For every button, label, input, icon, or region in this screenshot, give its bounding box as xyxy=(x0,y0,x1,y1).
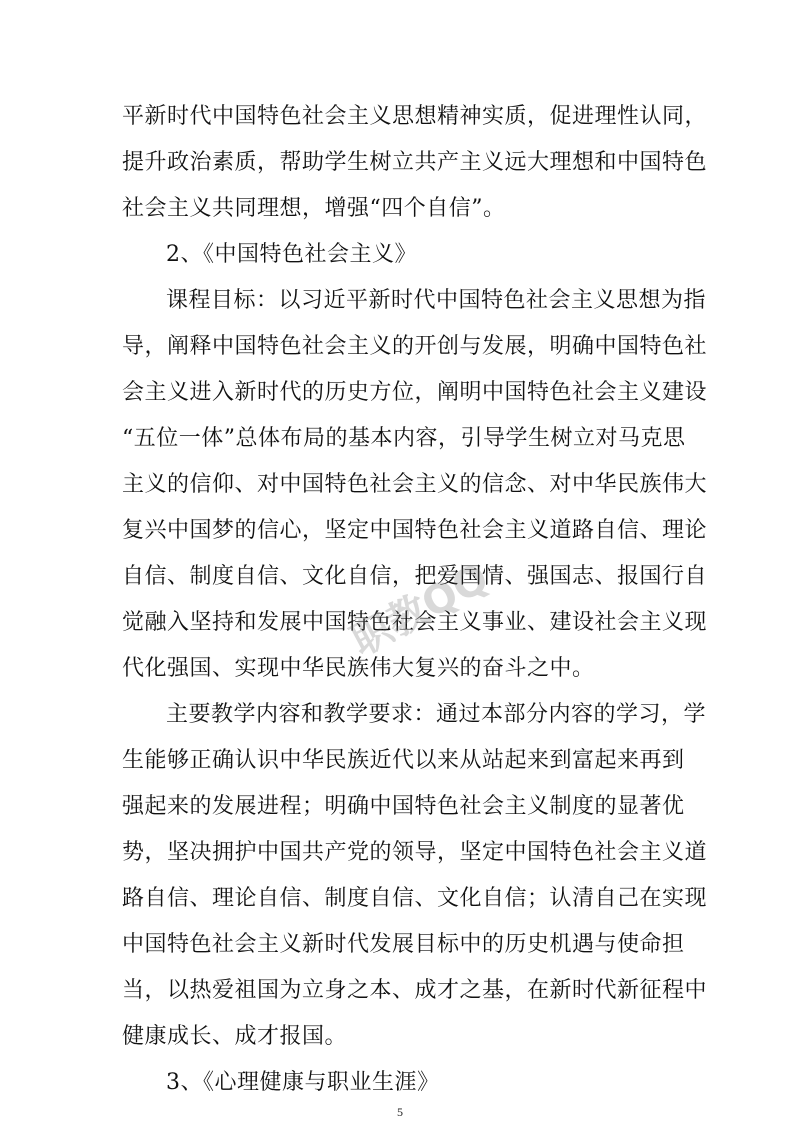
text-line: 强起来的发展进程；明确中国特色社会主义制度的显著优 xyxy=(122,794,685,819)
text-line: 路自信、理论自信、制度自信、文化自信；认清自己在实现 xyxy=(122,886,708,911)
text-line: “五位一体”总体布局的基本内容，引导学生树立对马克思 xyxy=(122,426,686,451)
text-line: 导，阐释中国特色社会主义的开创与发展，明确中国特色社 xyxy=(122,334,708,359)
text-line: 代化强国、实现中华民族伟大复兴的奋斗之中。 xyxy=(122,656,595,681)
text-line: 健康成长、成才报国。 xyxy=(122,1024,348,1049)
page-number: 5 xyxy=(397,1105,403,1119)
text-line: 当，以热爱祖国为立身之本、成才之基，在新时代新征程中 xyxy=(122,978,708,1003)
watermark: 职教QQ xyxy=(343,554,497,666)
text-line: 自信、制度自信、文化自信，把爱国情、强国志、报国行自 xyxy=(122,564,708,589)
text-line: 会主义进入新时代的历史方位，阐明中国特色社会主义建设 xyxy=(122,380,708,405)
text-line: 复兴中国梦的信心，坚定中国特色社会主义道路自信、理论 xyxy=(122,518,708,543)
text-line: 提升政治素质，帮助学生树立共产主义远大理想和中国特色 xyxy=(122,150,708,175)
text-line: 势，坚决拥护中国共产党的领导，坚定中国特色社会主义道 xyxy=(122,840,708,865)
text-line: 平新时代中国特色社会主义思想精神实质，促进理性认同， xyxy=(122,104,708,129)
text-line: 生能够正确认识中华民族近代以来从站起来到富起来再到 xyxy=(122,748,685,773)
text-line: 中国特色社会主义新时代发展目标中的历史机遇与使命担 xyxy=(122,932,685,957)
text-line: 主义的信仰、对中国特色社会主义的信念、对中华民族伟大 xyxy=(122,472,708,497)
text-line: 课程目标：以习近平新时代中国特色社会主义思想为指 xyxy=(166,288,707,313)
section-heading: 3、《心理健康与职业生涯》 xyxy=(166,1070,440,1095)
text-line: 社会主义共同理想，增强“四个自信”。 xyxy=(122,196,506,221)
section-heading: 2、《中国特色社会主义》 xyxy=(166,242,417,267)
text-line: 觉融入坚持和发展中国特色社会主义事业、建设社会主义现 xyxy=(122,610,708,635)
text-line: 主要教学内容和教学要求：通过本部分内容的学习，学 xyxy=(166,702,707,727)
